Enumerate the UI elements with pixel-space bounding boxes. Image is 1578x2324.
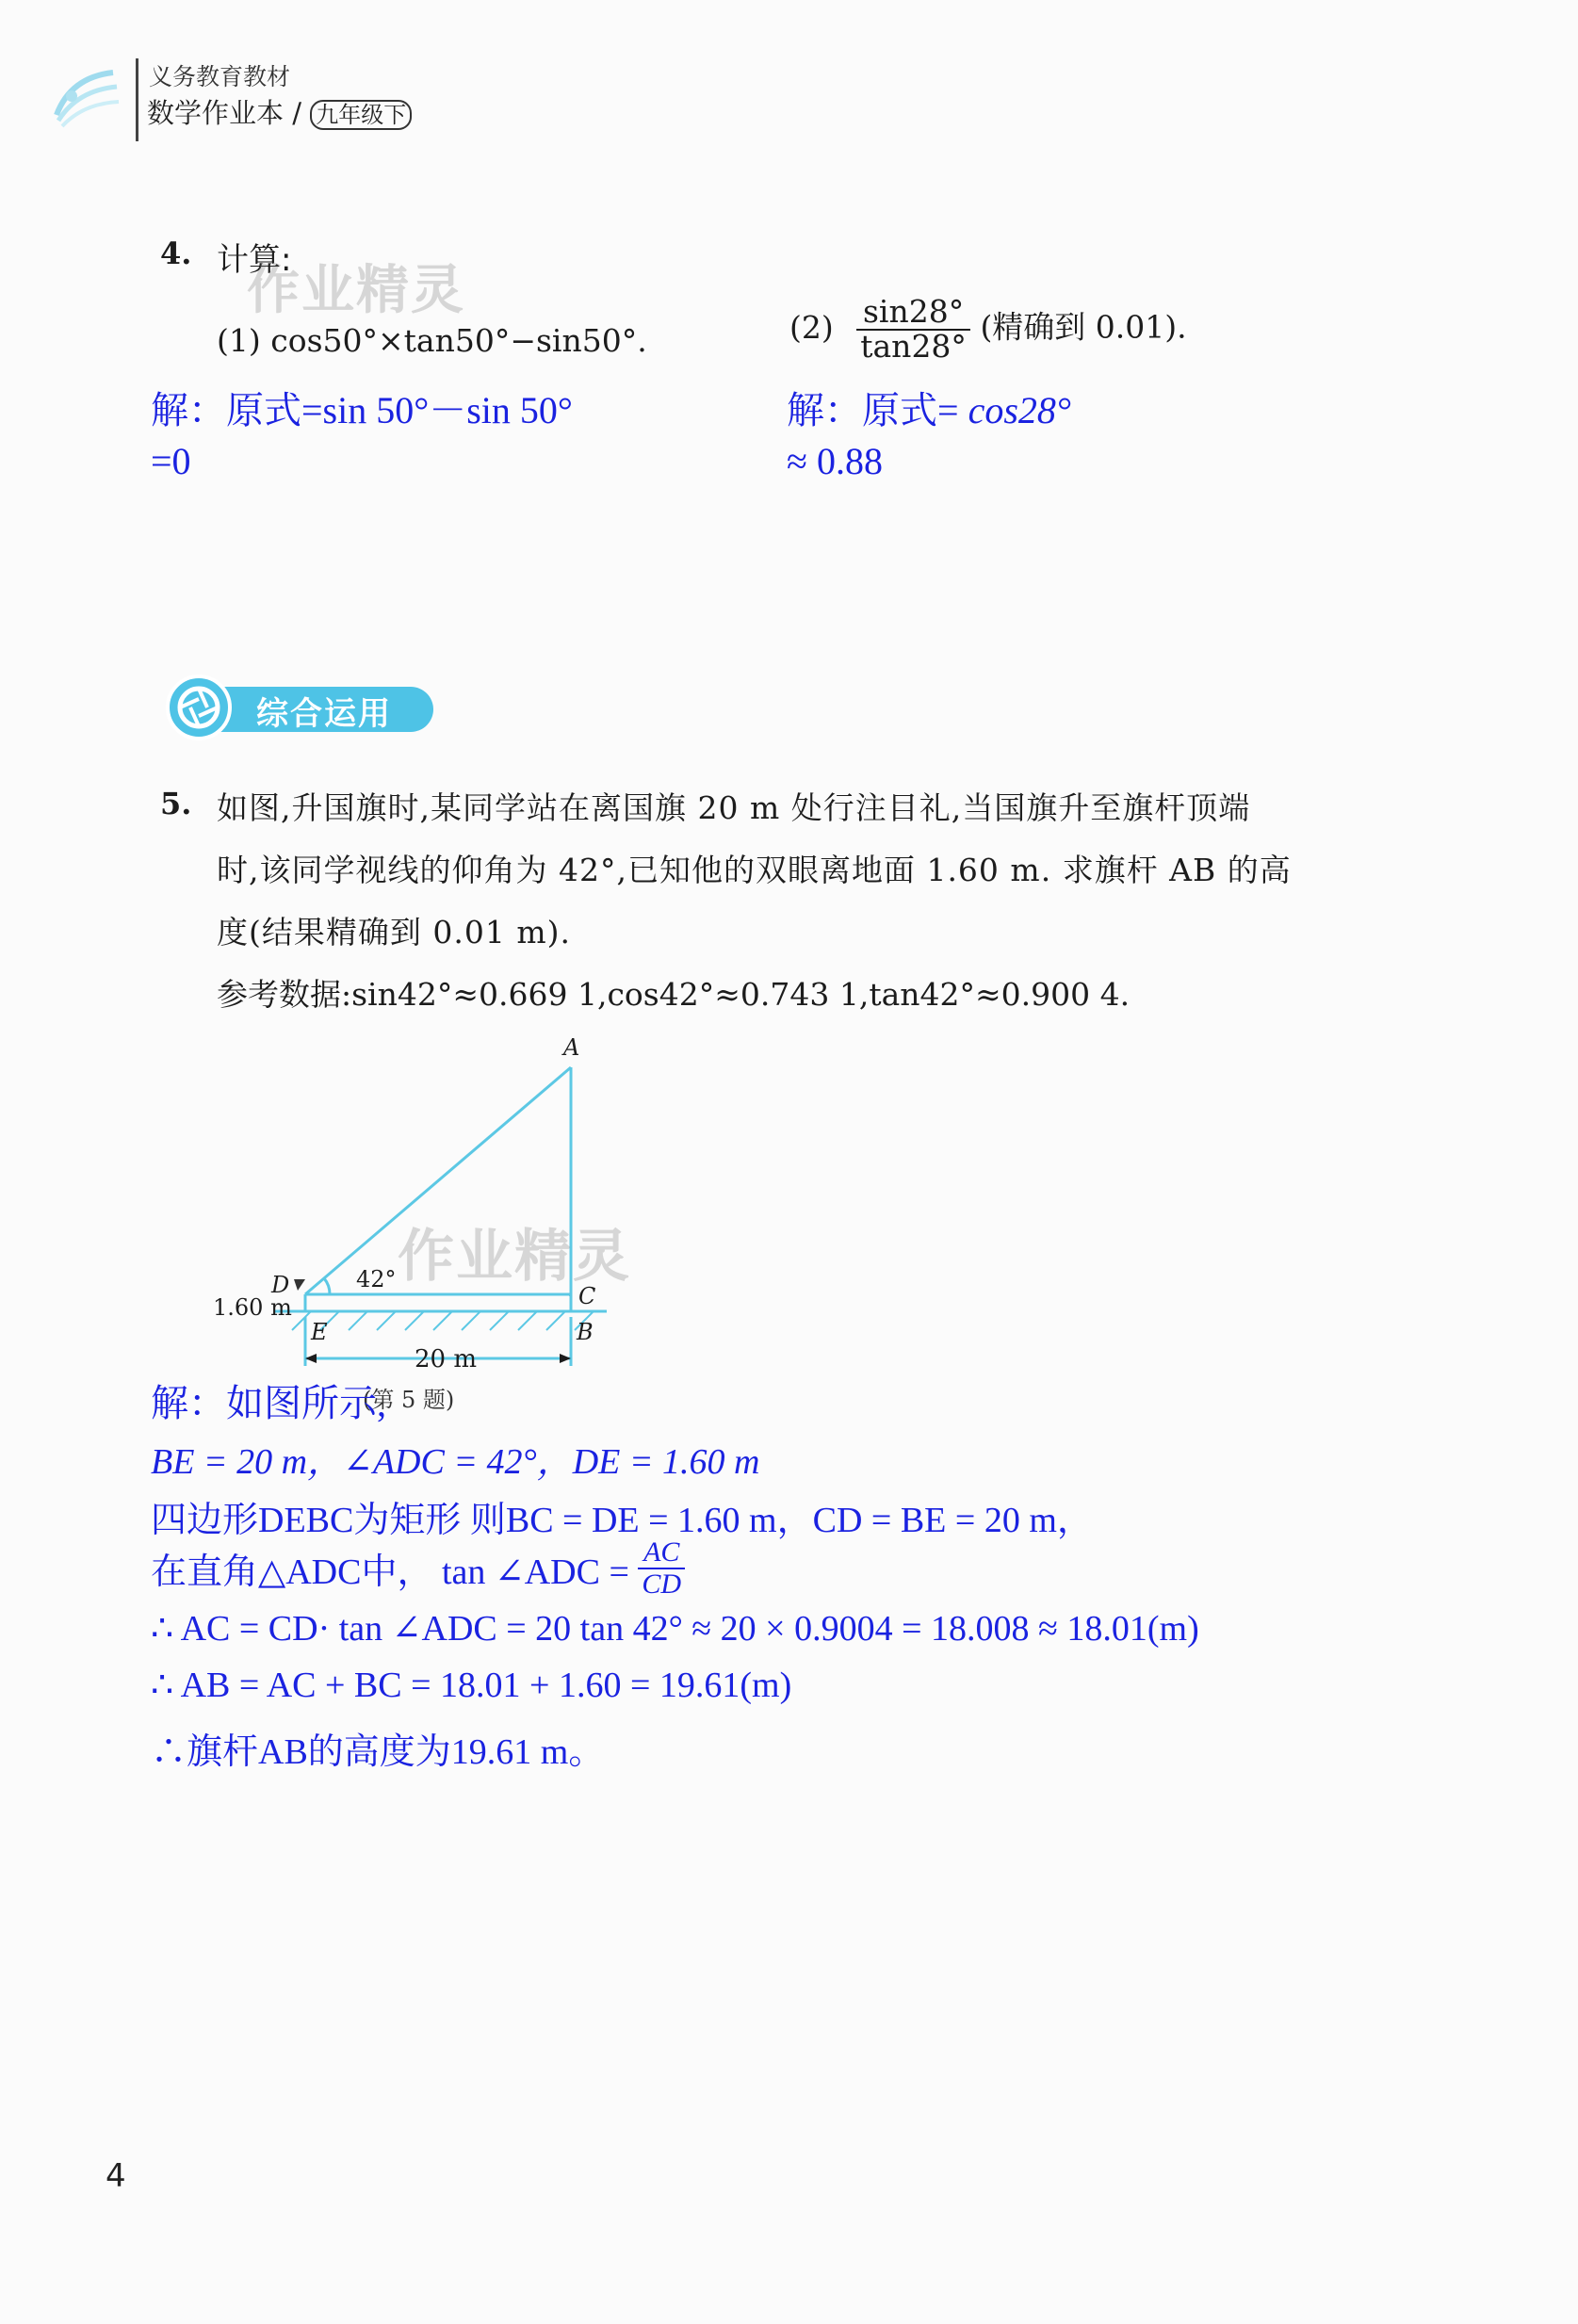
figure-label-A: A	[563, 1034, 580, 1061]
header-title-row: 数学作业本 / 九年级下	[147, 92, 412, 131]
solution-line7: ∴旗杆AB的高度为19.61 m。	[151, 1732, 605, 1772]
section-title: 综合运用	[256, 695, 392, 733]
figure-distance-label: 20 m	[415, 1345, 478, 1373]
section-badge	[166, 674, 435, 740]
header-title: 数学作业本	[147, 97, 285, 129]
q4-answer2-tail: 28°	[1017, 389, 1071, 431]
q4-part2-denominator: tan28°	[860, 327, 967, 365]
q5-number: 5.	[160, 786, 192, 821]
q4-answer2-line1	[787, 381, 1071, 434]
figure-angle-arc	[324, 1278, 330, 1294]
q4-part2-fraction	[856, 293, 970, 365]
q4-answer1-line1: 解：原式=sin 50°－sin 50°	[151, 389, 573, 431]
header-divider	[136, 58, 138, 141]
q4-answer1-line2: =0	[151, 440, 191, 482]
q4-answer2-expr: cos	[968, 389, 1018, 431]
solution-line3: 四边形DEBC为矩形 则BC = DE = 1.60 m，CD = BE = 20 m，	[151, 1501, 1093, 1540]
q5-reference-data: 参考数据:sin42°≈0.669 1,cos42°≈0.743 1,tan42°≈0.900 4.	[217, 976, 1131, 1013]
solution-line6: ∴ AB = AC + BC = 18.01 + 1.60 = 19.61(m)	[151, 1666, 792, 1705]
section-badge-circle	[166, 674, 232, 740]
header-grade: 九年级下	[310, 100, 412, 130]
solution-line5: ∴ AC = CD· tan ∠ADC = 20 tan 42° ≈ 20 × 0.9004 = 18.008 ≈ 18.01(m)	[151, 1609, 1199, 1649]
q5-line1: 如图,升国旗时,某同学站在离国旗 20 m 处行注目礼,当国旗升至旗杆顶端	[217, 789, 1251, 826]
figure-label-C: C	[578, 1283, 596, 1309]
q5-line2: 时,该同学视线的仰角为 42°,已知他的双眼离地面 1.60 m. 求旗杆 AB 的高	[217, 852, 1292, 888]
q4-answer2-line2: ≈ 0.88	[787, 440, 883, 482]
watermark-top: 作业精灵	[247, 260, 465, 321]
q4-answer2-prefix: 解：原式=	[787, 389, 968, 431]
q4-part1: (1) cos50°×tan50°−sin50°.	[217, 322, 647, 359]
solution-line4-fraction	[638, 1537, 685, 1599]
solution-line4	[151, 1537, 685, 1599]
watermark-figure: 作业精灵	[398, 1224, 631, 1290]
figure-caption: (第 5 题)	[363, 1387, 455, 1413]
solution-line4-prefix: 在直角△ADC中， tan ∠ADC =	[151, 1552, 639, 1592]
figure-label-B: B	[577, 1319, 594, 1345]
q4-part2-tail: (精确到 0.01).	[980, 308, 1187, 346]
page-number: 4	[106, 2157, 126, 2195]
figure-label-E: E	[311, 1319, 328, 1345]
figure-angle-label: 42°	[356, 1266, 397, 1292]
q4-part2	[789, 293, 1187, 365]
publisher-logo	[47, 58, 124, 136]
solution-line4-numerator: AC	[638, 1537, 685, 1569]
q4-part2-label: (2)	[789, 308, 834, 346]
q4-number: 4.	[160, 236, 192, 271]
q4-part2-numerator: sin28°	[856, 296, 970, 331]
solution-line2: BE = 20 m，∠ADC = 42°，DE = 1.60 m	[151, 1442, 760, 1482]
figure-label-D: D	[271, 1272, 290, 1298]
q4-prompt: 计算:	[217, 241, 292, 279]
aperture-icon	[170, 678, 228, 737]
header-subtitle: 义务教育教材	[149, 63, 291, 90]
figure-diagram	[207, 1036, 641, 1375]
solution-line4-denominator: CD	[642, 1568, 682, 1600]
figure-height-label: 1.60 m	[213, 1294, 292, 1321]
solution-line1: 解：如图所示,	[151, 1382, 386, 1424]
q5-line3: 度(结果精确到 0.01 m).	[217, 914, 571, 951]
